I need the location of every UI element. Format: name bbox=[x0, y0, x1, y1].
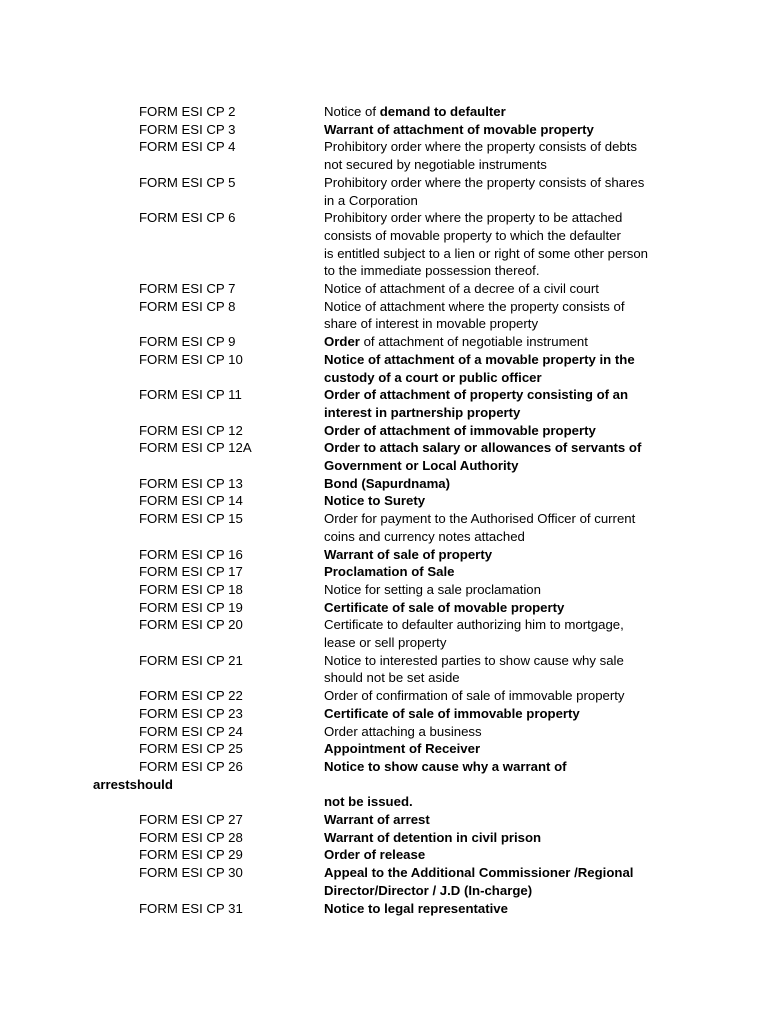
bold-text-segment: not be issued. bbox=[324, 794, 413, 810]
bold-text-segment: demand to defaulter bbox=[379, 104, 506, 119]
form-description bbox=[324, 616, 684, 651]
text-segment: Notice of attachment of a decree of a civil court bbox=[324, 281, 599, 296]
text-segment: is entitled subject to a lien or right of some other person bbox=[324, 245, 649, 261]
form-code: FORM ESI CP 2 bbox=[139, 104, 236, 119]
form-description bbox=[324, 280, 684, 298]
description-line bbox=[324, 475, 684, 493]
description-line bbox=[324, 103, 684, 121]
description-line bbox=[324, 528, 684, 546]
form-description bbox=[324, 599, 684, 617]
bold-text-segment: Government or Local Authority bbox=[324, 458, 519, 473]
form-description bbox=[324, 900, 684, 918]
bold-text-segment: Notice of attachment of a movable property in the bbox=[324, 351, 635, 367]
form-description bbox=[324, 829, 684, 847]
text-segment: Notice for setting a sale proclamation bbox=[324, 581, 541, 597]
bold-text-segment: Director/Director / J.D (In-charge) bbox=[324, 882, 533, 898]
bold-text-segment: Warrant of attachment of movable property bbox=[324, 121, 594, 137]
text-segment: Prohibitory order where the property to be attached bbox=[324, 210, 623, 226]
description-line bbox=[324, 776, 684, 794]
description-line bbox=[324, 386, 684, 404]
description-line bbox=[324, 457, 684, 475]
form-code: FORM ESI CP 21 bbox=[139, 652, 243, 668]
form-code: FORM ESI CP 24 bbox=[139, 723, 243, 739]
text-segment: Notice to interested parties to show cause why sale bbox=[324, 652, 624, 668]
description-line bbox=[324, 422, 684, 440]
form-description bbox=[324, 386, 684, 421]
bold-text-segment: Order of attachment of property consisting of an bbox=[324, 387, 629, 403]
form-code: FORM ESI CP 25 bbox=[139, 741, 243, 757]
description-line bbox=[324, 298, 684, 316]
description-line bbox=[324, 846, 684, 864]
description-line bbox=[324, 138, 684, 156]
description-line bbox=[324, 864, 684, 882]
bold-text-segment: Bond (Sapurdnama) bbox=[324, 475, 451, 491]
form-description bbox=[324, 705, 684, 723]
text-segment: Order of confirmation of sale of immovable property bbox=[324, 688, 625, 704]
bold-text-segment: Warrant of detention in civil prison bbox=[324, 829, 542, 845]
description-line bbox=[324, 900, 684, 918]
form-description bbox=[324, 351, 684, 386]
form-code: FORM ESI CP 5 bbox=[139, 174, 236, 190]
description-line bbox=[324, 492, 684, 510]
form-description bbox=[324, 422, 684, 440]
form-code: FORM ESI CP 7 bbox=[139, 281, 236, 296]
form-code: FORM ESI CP 31 bbox=[139, 900, 243, 916]
form-code: FORM ESI CP 6 bbox=[139, 210, 236, 226]
description-line bbox=[324, 245, 684, 263]
bold-text-segment: Proclamation of Sale bbox=[324, 564, 455, 580]
form-description bbox=[324, 475, 684, 493]
form-code: FORM ESI CP 20 bbox=[139, 617, 243, 633]
text-segment: Prohibitory order where the property consists of debts bbox=[324, 139, 637, 155]
text-segment: Notice of attachment where the property consists of bbox=[324, 298, 625, 314]
text-segment: Certificate to defaulter authorizing him to mortgage, bbox=[324, 617, 624, 633]
description-line bbox=[324, 404, 684, 422]
description-line bbox=[324, 315, 684, 333]
form-code: FORM ESI CP 14 bbox=[139, 493, 243, 509]
form-code: FORM ESI CP 27 bbox=[139, 812, 243, 827]
form-code: FORM ESI CP 18 bbox=[139, 581, 243, 597]
description-line bbox=[324, 227, 684, 245]
bold-text-segment: Order of release bbox=[324, 847, 426, 863]
text-segment: in a Corporation bbox=[324, 192, 418, 208]
description-line bbox=[324, 156, 684, 174]
description-line bbox=[324, 882, 684, 900]
description-line bbox=[324, 829, 684, 847]
form-code: FORM ESI CP 26 bbox=[139, 758, 243, 774]
description-line bbox=[324, 705, 684, 723]
description-line bbox=[324, 439, 684, 457]
form-code: FORM ESI CP 15 bbox=[139, 511, 243, 527]
form-code: FORM ESI CP 3 bbox=[139, 121, 236, 137]
wrapped-overflow-text: arrestshould bbox=[93, 776, 173, 792]
description-line bbox=[324, 369, 684, 387]
form-code: FORM ESI CP 11 bbox=[139, 387, 242, 403]
form-description bbox=[324, 740, 684, 758]
form-description bbox=[324, 209, 684, 280]
description-line bbox=[324, 262, 684, 280]
form-description bbox=[324, 103, 684, 121]
bold-text-segment: Certificate of sale of immovable property bbox=[324, 705, 580, 721]
text-segment: Notice of bbox=[324, 104, 380, 119]
description-line bbox=[324, 616, 684, 634]
description-line bbox=[324, 280, 684, 298]
text-segment: coins and currency notes attached bbox=[324, 528, 525, 544]
form-description bbox=[324, 811, 684, 829]
description-line bbox=[324, 209, 684, 227]
description-line bbox=[324, 669, 684, 687]
form-code: FORM ESI CP 12A bbox=[139, 440, 252, 456]
bold-text-segment: custody of a court or public officer bbox=[324, 369, 542, 385]
bold-text-segment: Order of attachment of immovable property bbox=[324, 422, 596, 438]
form-description bbox=[324, 298, 684, 333]
text-segment: of attachment of negotiable instrument bbox=[359, 334, 588, 350]
bold-text-segment: Notice to Surety bbox=[324, 493, 426, 509]
form-code: FORM ESI CP 10 bbox=[139, 351, 243, 367]
form-code: FORM ESI CP 28 bbox=[139, 829, 243, 845]
form-description bbox=[324, 581, 684, 599]
description-line bbox=[324, 333, 684, 351]
description-line bbox=[324, 811, 684, 829]
form-description bbox=[324, 563, 684, 581]
form-description bbox=[324, 687, 684, 705]
description-line bbox=[324, 174, 684, 192]
text-segment: Order for payment to the Authorised Officer of current bbox=[324, 511, 636, 527]
description-line bbox=[324, 758, 684, 776]
description-line bbox=[324, 634, 684, 652]
bold-text-segment: Certificate of sale of movable property bbox=[324, 599, 565, 615]
form-description bbox=[324, 846, 684, 864]
description-line bbox=[324, 510, 684, 528]
form-description bbox=[324, 138, 684, 173]
form-code: FORM ESI CP 4 bbox=[139, 139, 236, 155]
text-segment: Order attaching a business bbox=[324, 723, 482, 739]
description-line bbox=[324, 121, 684, 139]
form-code: FORM ESI CP 23 bbox=[139, 705, 243, 721]
form-description bbox=[324, 439, 684, 474]
bold-text-segment: Order bbox=[324, 334, 360, 350]
form-description bbox=[324, 546, 684, 564]
form-code: FORM ESI CP 19 bbox=[139, 599, 243, 615]
description-line bbox=[324, 652, 684, 670]
form-code: FORM ESI CP 8 bbox=[139, 298, 236, 314]
form-code: FORM ESI CP 12 bbox=[139, 422, 243, 438]
text-segment: share of interest in movable property bbox=[324, 316, 539, 332]
form-code: FORM ESI CP 9 bbox=[139, 334, 236, 350]
form-description bbox=[324, 492, 684, 510]
text-segment: to the immediate possession thereof. bbox=[324, 263, 540, 279]
description-line bbox=[324, 723, 684, 741]
form-code: FORM ESI CP 17 bbox=[139, 564, 243, 580]
bold-text-segment: Warrant of sale of property bbox=[324, 546, 493, 562]
form-description bbox=[324, 864, 684, 899]
text-segment: consists of movable property to which the defaulter bbox=[324, 227, 621, 243]
text-segment: lease or sell property bbox=[324, 635, 447, 650]
text-segment: not secured by negotiable instruments bbox=[324, 157, 547, 173]
bold-text-segment: Notice to legal representative bbox=[324, 900, 508, 916]
form-description bbox=[324, 333, 684, 351]
description-line bbox=[324, 740, 684, 758]
text-segment: Prohibitory order where the property consists of shares bbox=[324, 174, 645, 190]
form-code: FORM ESI CP 29 bbox=[139, 847, 243, 863]
form-description bbox=[324, 758, 684, 811]
description-line bbox=[324, 546, 684, 564]
bold-text-segment: Notice to show cause why a warrant of bbox=[324, 758, 567, 774]
form-code: FORM ESI CP 16 bbox=[139, 546, 243, 562]
form-description bbox=[324, 174, 684, 209]
text-segment: should not be set aside bbox=[324, 670, 460, 686]
form-description bbox=[324, 121, 684, 139]
bold-text-segment: interest in partnership property bbox=[324, 404, 521, 420]
form-description bbox=[324, 723, 684, 741]
form-description bbox=[324, 510, 684, 545]
bold-text-segment: Warrant of arrest bbox=[324, 812, 430, 827]
form-code: FORM ESI CP 13 bbox=[139, 475, 243, 491]
description-line bbox=[324, 192, 684, 210]
description-line bbox=[324, 599, 684, 617]
bold-text-segment: Order to attach salary or allowances of servants of bbox=[324, 440, 642, 456]
form-code: FORM ESI CP 22 bbox=[139, 688, 243, 704]
form-code: FORM ESI CP 30 bbox=[139, 865, 243, 881]
form-description bbox=[324, 652, 684, 687]
bold-text-segment: Appointment of Receiver bbox=[324, 741, 481, 757]
description-line bbox=[324, 581, 684, 599]
description-line bbox=[324, 687, 684, 705]
description-line bbox=[324, 563, 684, 581]
bold-text-segment: Appeal to the Additional Commissioner /Regional bbox=[324, 865, 634, 881]
description-line bbox=[324, 793, 684, 811]
description-line bbox=[324, 351, 684, 369]
